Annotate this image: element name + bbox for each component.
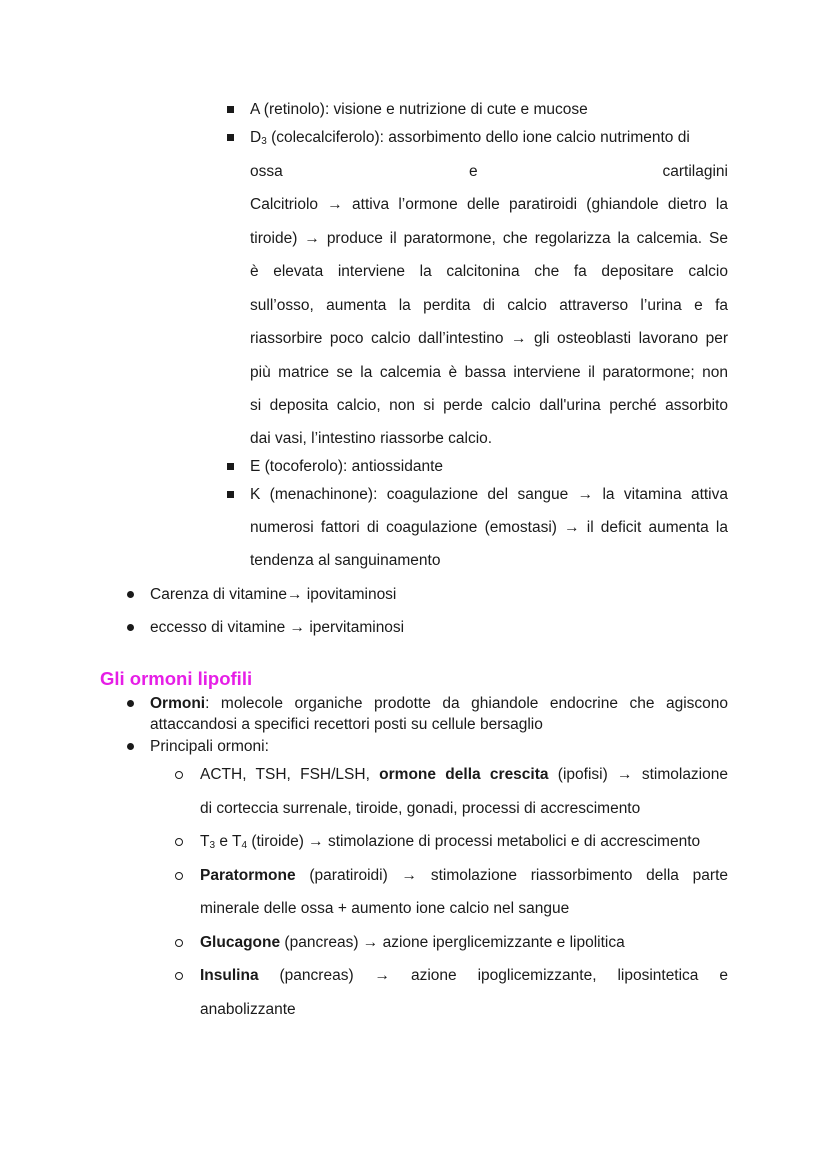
circle-bullet-icon (175, 838, 183, 846)
vitamin-d3-text-line: dai vasi, l’intestino riassorbe calcio. (250, 430, 493, 447)
vitamin-d3-text-line: riassorbire poco calcio dall’intestino → gli osteoblasti lavorano per (250, 330, 728, 347)
word-ossa: ossa (250, 163, 283, 180)
bullet-dot-icon (127, 591, 134, 598)
vitamin-a-line: A (retinolo): visione e nutrizione di cute e mucose (250, 101, 588, 118)
square-bullet-icon (227, 106, 234, 113)
acth-line2: di corteccia surrenale, tiroide, gonadi, processi di accrescimento (200, 800, 641, 817)
vitamin-e-line: E (tocoferolo): antiossidante (250, 458, 443, 475)
t3-subscript: 3 (209, 840, 216, 851)
vitamin-d3-line1 (250, 128, 690, 148)
glucagone-term: Glucagone (200, 934, 281, 951)
thyroid-line (200, 832, 700, 852)
vitamin-k-line1: K (menachinone): coagulazione del sangue → la vitamina attiva (250, 486, 728, 503)
insulina-line1 (200, 966, 728, 986)
paratormone-line2: minerale delle ossa + aumento ione calcio nel sangue (200, 900, 570, 917)
vitamin-d3-text-line: più matrice se la calcemia è bassa interviene il paratormone; non (250, 364, 728, 381)
vitamin-d3-text: (colecalciferolo): assorbimento dello ione calcio nutrimento di (266, 129, 690, 146)
square-bullet-icon (227, 491, 234, 498)
circle-bullet-icon (175, 972, 183, 980)
t4-letter: e T (215, 833, 242, 850)
bullet-dot-icon (127, 624, 134, 631)
ormoni-definition-text: : molecole organiche prodotte da ghiandole endocrine che agiscono (205, 695, 728, 712)
bullet-dot-icon (127, 743, 134, 750)
vitamin-d3-text-line: Calcitriolo → attiva l’ormone delle paratiroidi (ghiandole dietro la (250, 196, 728, 213)
eccesso-line: eccesso di vitamine → ipervitaminosi (150, 619, 405, 636)
ormoni-definition-line2: attaccandosi a specifici recettori posti su cellule bersaglio (150, 716, 543, 733)
insulina-term: Insulina (200, 967, 259, 984)
word-cartilagini: cartilagini (662, 163, 728, 180)
ormoni-term: Ormoni (150, 695, 206, 712)
square-bullet-icon (227, 463, 234, 470)
t4-subscript: 4 (241, 840, 248, 851)
paratormone-effect: (paratiroidi) → stimolazione riassorbimento della parte (295, 867, 728, 884)
bullet-dot-icon (127, 700, 134, 707)
glucagone-line (200, 933, 625, 953)
word-e: e (469, 163, 478, 180)
thyroid-effect: (tiroide) → stimolazione di processi metabolici e di accrescimento (247, 833, 701, 850)
circle-bullet-icon (175, 872, 183, 880)
vitamin-d3-text-line: sull’osso, aumenta la perdita di calcio attraverso l’urina e fa (250, 297, 728, 314)
vitamin-d3-text-line: è elevata interviene la calcitonina che fa depositare calcio (250, 263, 728, 280)
insulina-effect: (pancreas) → azione ipoglicemizzante, liposintetica e (258, 967, 728, 984)
vitamin-k-line3: tendenza al sanguinamento (250, 552, 441, 569)
insulina-line2: anabolizzante (200, 1001, 296, 1018)
principali-ormoni-line: Principali ormoni: (150, 738, 269, 755)
glucagone-effect: (pancreas) → azione iperglicemizzante e lipolitica (280, 934, 625, 951)
paratormone-line1 (200, 866, 728, 886)
circle-bullet-icon (175, 771, 183, 779)
circle-bullet-icon (175, 939, 183, 947)
vitamin-d3-text-line: tiroide) → produce il paratormone, che regolarizza la calcemia. Se (250, 230, 728, 247)
vitamin-d-letter: D (250, 129, 262, 146)
t3-letter: T (200, 833, 210, 850)
acth-hormones: ACTH, TSH, FSH/LSH, (200, 766, 380, 783)
acth-effect: (ipofisi) → stimolazione (548, 766, 728, 783)
section-heading: Gli ormoni lipofili (100, 668, 253, 689)
paratormone-term: Paratormone (200, 867, 296, 884)
vitamin-d3-text-line: si deposita calcio, non si perde calcio dall'urina perché assorbito (250, 397, 728, 414)
acth-line1 (200, 765, 728, 785)
carenza-line: Carenza di vitamine→ ipovitaminosi (150, 586, 397, 603)
ormoni-definition-line1 (150, 694, 728, 714)
growth-hormone-term: ormone della crescita (379, 766, 549, 783)
vitamin-k-line2: numerosi fattori di coagulazione (emostasi) → il deficit aumenta la (250, 519, 728, 536)
square-bullet-icon (227, 134, 234, 141)
vitamin-d-subscript: 3 (261, 136, 267, 147)
